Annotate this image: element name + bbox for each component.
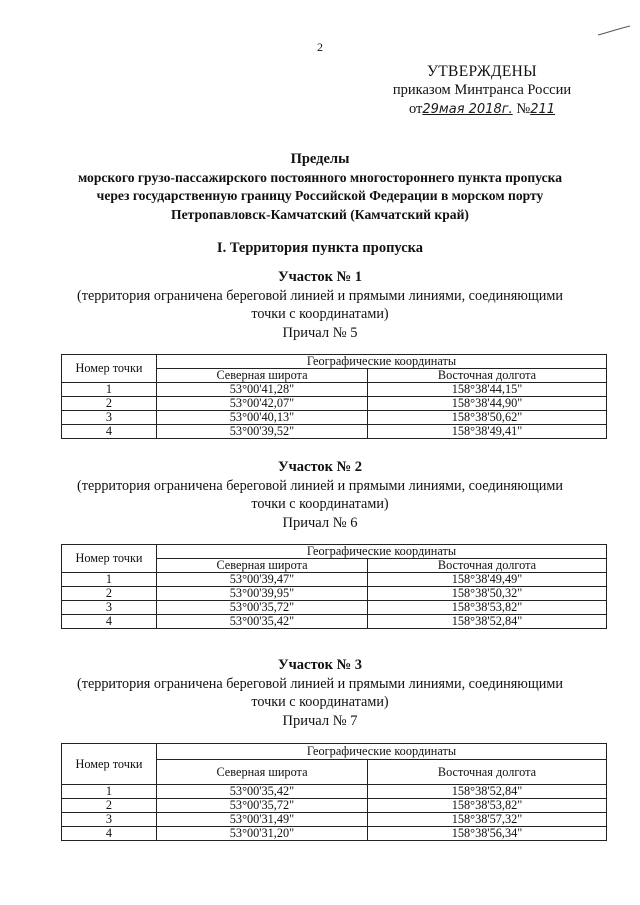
header-geo-coords: Географические координаты: [157, 355, 607, 369]
latitude: 53°00'35,72": [157, 799, 368, 813]
header-point-number: Номер точки: [62, 744, 157, 785]
header-point-number: Номер точки: [62, 545, 157, 573]
header-east-longitude: Восточная долгота: [368, 559, 607, 573]
longitude: 158°38'50,32": [368, 587, 607, 601]
coordinates-table-plot-1: [61, 354, 607, 439]
berth-label: Причал № 5: [282, 324, 358, 341]
point-number: 1: [62, 573, 157, 587]
longitude: 158°38'52,84": [368, 785, 607, 799]
handwritten-number: 211: [530, 102, 556, 117]
table-row: [62, 813, 607, 827]
plot-description-line-1: (территория ограничена береговой линией и прямыми линиями, соединяющими: [77, 287, 563, 304]
title-line-1: Пределы: [290, 151, 350, 167]
table-row: [62, 601, 607, 615]
table-row: [62, 397, 607, 411]
plot-title: Участок № 3: [277, 657, 363, 673]
plot-title: Участок № 2: [277, 459, 363, 475]
point-number: 4: [62, 425, 157, 439]
header-east-longitude: Восточная долгота: [368, 760, 607, 785]
section-heading: I. Территория пункта пропуска: [216, 240, 424, 256]
from-prefix: от: [408, 101, 423, 117]
latitude: 53°00'41,28": [157, 383, 368, 397]
plot-description-line-2: точки с координатами): [251, 694, 389, 710]
latitude: 53°00'31,20": [157, 827, 368, 841]
table-row: [62, 785, 607, 799]
title-line-3: через государственную границу Российской Федерации в морском порту: [96, 188, 544, 203]
header-north-latitude: Северная широта: [157, 760, 368, 785]
latitude: 53°00'39,47": [157, 573, 368, 587]
latitude: 53°00'35,72": [157, 601, 368, 615]
longitude: 158°38'50,62": [368, 411, 607, 425]
latitude: 53°00'42,07": [157, 397, 368, 411]
berth-label: Причал № 7: [282, 712, 358, 729]
approved-heading: УТВЕРЖДЕНЫ: [427, 63, 537, 80]
point-number: 3: [62, 601, 157, 615]
header-east-longitude: Восточная долгота: [368, 369, 607, 383]
plot-description-line-2: точки с координатами): [251, 496, 389, 512]
title-line-2: морского грузо-пассажирского постоянного многостороннего пункта пропуска: [77, 169, 563, 185]
table-row: [62, 615, 607, 629]
latitude: 53°00'39,95": [157, 587, 368, 601]
title-line-4: Петропавловск-Камчатский (Камчатский край): [171, 206, 469, 222]
table-row: [62, 587, 607, 601]
order-by-line: приказом Минтранса России: [392, 82, 572, 98]
point-number: 4: [62, 615, 157, 629]
longitude: 158°38'53,82": [368, 799, 607, 813]
plot-title: Участок № 1: [277, 269, 363, 285]
longitude: 158°38'52,84": [368, 615, 607, 629]
order-date-line: [372, 100, 592, 119]
latitude: 53°00'31,49": [157, 813, 368, 827]
longitude: 158°38'53,82": [368, 601, 607, 615]
latitude: 53°00'35,42": [157, 785, 368, 799]
header-north-latitude: Северная широта: [157, 369, 368, 383]
point-number: 3: [62, 411, 157, 425]
point-number: 2: [62, 799, 157, 813]
point-number: 1: [62, 785, 157, 799]
point-number: 4: [62, 827, 157, 841]
number-prefix: №: [516, 101, 531, 117]
header-geo-coords: Географические координаты: [157, 545, 607, 559]
table-row: [62, 573, 607, 587]
table-row: [62, 425, 607, 439]
plot-2-heading: [0, 458, 640, 532]
longitude: 158°38'56,34": [368, 827, 607, 841]
table-row: [62, 827, 607, 841]
plot-description-line-2: точки с координатами): [251, 306, 389, 322]
latitude: 53°00'35,42": [157, 615, 368, 629]
coordinates-table-plot-3: [61, 743, 607, 841]
longitude: 158°38'49,49": [368, 573, 607, 587]
corner-pen-mark: [596, 24, 632, 38]
point-number: 3: [62, 813, 157, 827]
header-geo-coords: Географические координаты: [157, 744, 607, 760]
document-title: [0, 150, 640, 224]
table-row: [62, 799, 607, 813]
berth-label: Причал № 6: [282, 514, 358, 531]
approval-stamp: [372, 62, 592, 119]
plot-1-heading: [0, 268, 640, 342]
page-number: 2: [317, 40, 323, 54]
latitude: 53°00'40,13": [157, 411, 368, 425]
header-point-number: Номер точки: [62, 355, 157, 383]
point-number: 2: [62, 587, 157, 601]
table-row: [62, 411, 607, 425]
plot-description-line-1: (территория ограничена береговой линией и прямыми линиями, соединяющими: [77, 477, 563, 494]
plot-description-line-1: (территория ограничена береговой линией и прямыми линиями, соединяющими: [77, 675, 563, 692]
handwritten-date: 29мая 2018г.: [422, 102, 513, 117]
header-north-latitude: Северная широта: [157, 559, 368, 573]
table-row: [62, 383, 607, 397]
plot-3-heading: [0, 656, 640, 730]
latitude: 53°00'39,52": [157, 425, 368, 439]
longitude: 158°38'44,90": [368, 397, 607, 411]
point-number: 1: [62, 383, 157, 397]
coordinates-table-plot-2: [61, 544, 607, 629]
point-number: 2: [62, 397, 157, 411]
longitude: 158°38'57,32": [368, 813, 607, 827]
longitude: 158°38'44,15": [368, 383, 607, 397]
longitude: 158°38'49,41": [368, 425, 607, 439]
